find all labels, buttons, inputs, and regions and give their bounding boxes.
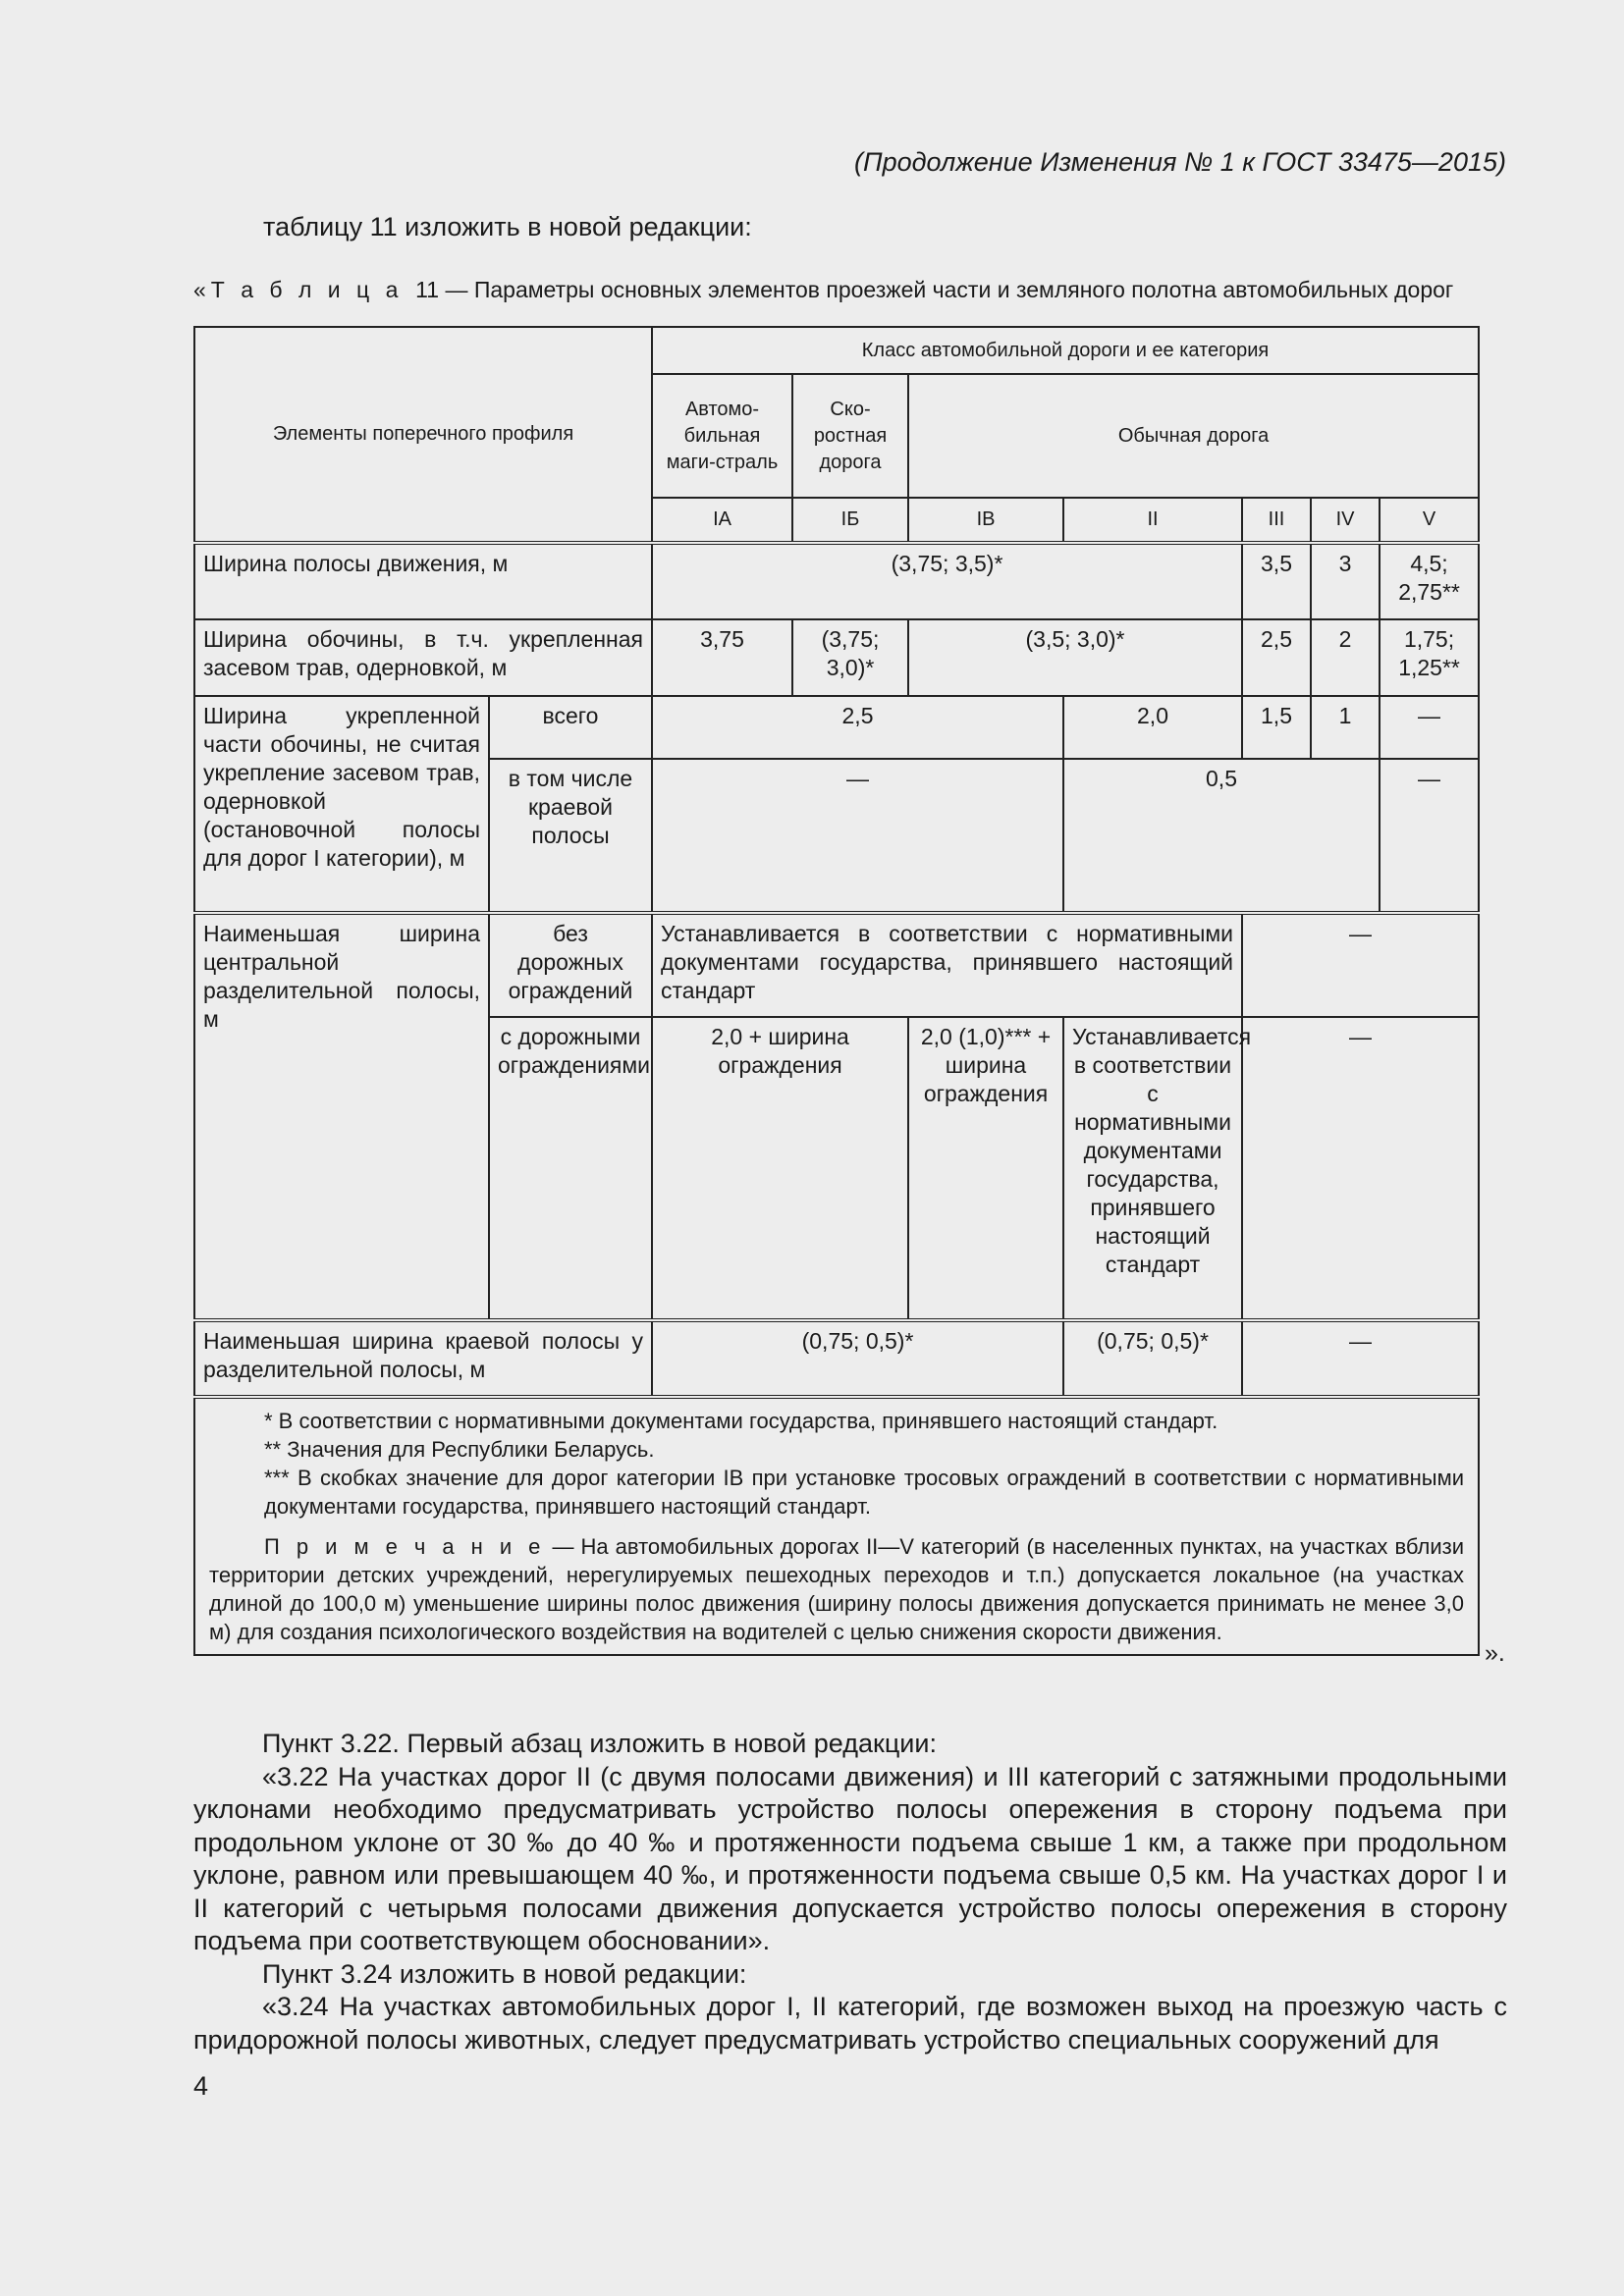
paragraph-2: «3.22 На участках дорог II (с двумя полосами движения) и III категорий с затяжными продольными уклонами необходимо предусматривать устройство полосы опережения в сторону подъема при продольном уклоне от 30 ‰ до 40 ‰ и протяженности подъема свыше 1 км, а также при продольном уклоне, равном или превышающем 40 ‰, и протяженности подъема свыше 0,5 км. На участках дорог I и II категорий с четырьмя полосами движения допускается устройство полосы опережения в сторону подъема при соответствующем обосновании». xyxy=(193,1761,1507,1955)
row-shoulder-label: Ширина обочины, в т.ч. укрепленная засевом трав, одерновкой, м xyxy=(194,619,652,696)
shoulder-ib: (3,75; 3,0)* xyxy=(792,619,908,696)
header-motorway: Автомо-бильная маги-страль xyxy=(652,374,792,498)
table-caption xyxy=(193,277,1453,303)
edge-strip-ii: (0,75; 0,5)* xyxy=(1063,1320,1242,1397)
header-cat-iii: III xyxy=(1242,498,1311,543)
note-text: — На автомобильных дорогах II—V категорий (в населенных пунктах, на участках вблизи территории детских учреждений, нерегулируемых пешеходных переходов и т.п.) допускается локальное (на участках длиной до 100,0 м) уменьшение ширины полос движения (ширину полосы движения допускается принимать не менее 3,0 м) для создания психологического воздействия на водителей с целью снижения скорости движения. xyxy=(209,1534,1465,1644)
row-median-label: Наименьшая ширина центральной разделительной полосы, м xyxy=(194,913,489,1320)
lane-width-ia-ii: (3,75; 3,5)* xyxy=(652,543,1242,619)
paragraph-4: «3.24 На участках автомобильных дорог I, II категорий, где возможен выход на проезжую часть с придорожной полосы животных, следует предусматривать устройство специальных сооружений для xyxy=(193,1992,1507,2055)
row-edge-strip-label: Наименьшая ширина краевой полосы у разделительной полосы, м xyxy=(194,1320,652,1397)
edge-strip-rest: — xyxy=(1242,1320,1479,1397)
reinforced-total-iv: 1 xyxy=(1311,696,1380,759)
note-prefix: П р и м е ч а н и е xyxy=(264,1534,546,1559)
table-note xyxy=(209,1532,1464,1646)
median-no-barrier-rest: — xyxy=(1242,913,1479,1017)
paragraph-1: Пункт 3.22. Первый абзац изложить в новой редакции: xyxy=(262,1729,937,1758)
shoulder-v: 1,75; 1,25** xyxy=(1380,619,1479,696)
reinforced-total-iii: 1,5 xyxy=(1242,696,1311,759)
shoulder-ia: 3,75 xyxy=(652,619,792,696)
footnote-2: ** Значения для Республики Беларусь. xyxy=(264,1437,655,1462)
reinforced-edge-ii-iv: 0,5 xyxy=(1063,759,1380,913)
edge-strip-ia-iv: (0,75; 0,5)* xyxy=(652,1320,1063,1397)
parameters-table xyxy=(193,326,1480,1656)
footnote-3: *** В скобках значение для дорог категории IВ при установке тросовых ограждений в соответствии с нормативными документами государства, принявшего настоящий стандарт. xyxy=(264,1466,1465,1519)
shoulder-iii: 2,5 xyxy=(1242,619,1311,696)
reinforced-total-ia-iv: 2,5 xyxy=(652,696,1063,759)
header-elements: Элементы поперечного профиля xyxy=(194,327,652,543)
header-express: Ско-ростная дорога xyxy=(792,374,908,498)
reinforced-total-v: — xyxy=(1380,696,1479,759)
caption-rest: 11 — Параметры основных элементов проезжей части и земляного полотна автомобильных дорог xyxy=(415,277,1454,302)
shoulder-iv: 2 xyxy=(1311,619,1380,696)
body-text xyxy=(193,1728,1507,2056)
lane-width-iv: 3 xyxy=(1311,543,1380,619)
reinforced-edge-ia-iv: — xyxy=(652,759,1063,913)
header-class: Класс автомобильной дороги и ее категория xyxy=(652,327,1479,374)
header-cat-ia: IА xyxy=(652,498,792,543)
lane-width-iii: 3,5 xyxy=(1242,543,1311,619)
paragraph-3: Пункт 3.24 изложить в новой редакции: xyxy=(262,1958,747,1989)
footnote-1: * В соответствии с нормативными документами государства, принявшего настоящий стандарт. xyxy=(264,1409,1218,1433)
close-quote: ». xyxy=(1485,1639,1505,1667)
page-header: (Продолжение Изменения № 1 к ГОСТ 33475—2015) xyxy=(854,147,1506,177)
header-ordinary: Обычная дорога xyxy=(908,374,1479,498)
header-cat-iv2: IV xyxy=(1311,498,1380,543)
median-no-barrier-label: без дорожных ограждений xyxy=(489,913,652,1017)
caption-prefix: «Т а б л и ц а xyxy=(193,277,404,302)
median-no-barrier-text: Устанавливается в соответствии с нормативными документами государства, принявшего настоящий стандарт xyxy=(652,913,1242,1017)
median-barrier-rest: — xyxy=(1242,1017,1479,1320)
intro-text: таблицу 11 изложить в новой редакции: xyxy=(263,212,752,241)
median-barrier-label: с дорожными ограждениями xyxy=(489,1017,652,1320)
row-lane-width-label: Ширина полосы движения, м xyxy=(194,543,652,619)
header-cat-ib: IБ xyxy=(792,498,908,543)
shoulder-iv-ii: (3,5; 3,0)* xyxy=(908,619,1242,696)
reinforced-total-label: всего xyxy=(489,696,652,759)
header-cat-v: V xyxy=(1380,498,1479,543)
table-notes xyxy=(194,1397,1479,1655)
median-barrier-ii: Устанавливается в соответствии с нормативными документами государства, принявшего настоящий стандарт xyxy=(1063,1017,1242,1320)
median-barrier-ia-ib: 2,0 + ширина ограждения xyxy=(652,1017,908,1320)
reinforced-edge-v: — xyxy=(1380,759,1479,913)
reinforced-edge-label: в том числе краевой полосы xyxy=(489,759,652,913)
header-cat-ii: II xyxy=(1063,498,1242,543)
lane-width-v: 4,5; 2,75** xyxy=(1380,543,1479,619)
row-reinforced-label: Ширина укрепленной части обочины, не считая укрепление засевом трав, одерновкой (остановочной полосы для дорог I категории), м xyxy=(194,696,489,913)
reinforced-total-ii: 2,0 xyxy=(1063,696,1242,759)
page-number: 4 xyxy=(193,2071,209,2101)
header-cat-iv: IВ xyxy=(908,498,1063,543)
median-barrier-iv: 2,0 (1,0)*** + ширина ограждения xyxy=(908,1017,1063,1320)
